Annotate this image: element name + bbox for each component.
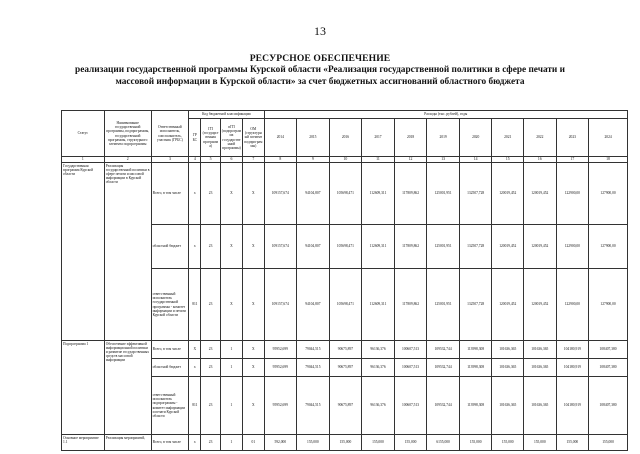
expense-value-cell: 125001,951 <box>427 269 460 341</box>
expense-value-cell: 101636,365 <box>492 359 524 377</box>
grbs-cell: Х <box>189 341 201 359</box>
column-number: 4 <box>189 157 201 163</box>
column-number: 2 <box>104 157 151 163</box>
expense-value-cell: 155,000 <box>394 435 427 451</box>
header-year: 2014 <box>264 119 297 157</box>
gp-cell: 23 <box>201 359 220 377</box>
osm-cell: Х <box>243 269 264 341</box>
executor-cell: ответственный исполнитель государственной программы - комитет информации и печати Курской области <box>151 269 189 341</box>
header-year: 2021 <box>492 119 524 157</box>
expense-value-cell: 122900,00 <box>556 269 589 341</box>
header-budget-class: Код бюджетной классификации <box>189 111 264 119</box>
expense-value-cell: 155,000 <box>362 435 395 451</box>
pgp-cell: Х <box>220 225 242 269</box>
expense-value-cell: 100607,513 <box>394 377 427 435</box>
column-number: 7 <box>243 157 264 163</box>
osm-cell: 01 <box>243 435 264 451</box>
expense-value-cell: 109532,744 <box>427 341 460 359</box>
expense-value-cell: 100607,513 <box>394 359 427 377</box>
document-title: РЕСУРСНОЕ ОБЕСПЕЧЕНИЕ <box>249 53 391 64</box>
column-number: 5 <box>201 157 220 163</box>
document-subtitle-line-2: массовой информации в Курской области» за счет бюджетных ассигнований областного бюджета <box>115 77 525 87</box>
expense-value-cell: 96136,376 <box>362 359 395 377</box>
resource-table <box>61 110 628 451</box>
expense-value-cell: 122900,00 <box>556 163 589 225</box>
executor-cell: областной бюджет <box>151 359 189 377</box>
osm-cell: Х <box>243 359 264 377</box>
expense-value-cell: 95952,699 <box>264 377 297 435</box>
expense-value-cell: 109157,674 <box>264 269 297 341</box>
osm-cell: Х <box>243 225 264 269</box>
expense-value-cell: 94104,807 <box>297 225 330 269</box>
expense-value-cell: 96136,376 <box>362 341 395 359</box>
expense-value-cell: 155,000 <box>329 435 362 451</box>
expense-value-cell: 117809,862 <box>394 163 427 225</box>
expense-value-cell: 109157,674 <box>264 163 297 225</box>
column-number: 18 <box>589 157 628 163</box>
gp-cell: 23 <box>201 341 220 359</box>
expense-value-cell: 117809,862 <box>394 269 427 341</box>
expense-value-cell: 112609,311 <box>362 269 395 341</box>
header-year: 2019 <box>427 119 460 157</box>
expense-value-cell: 120019,452 <box>492 269 524 341</box>
expense-value-cell: 125001,951 <box>427 225 460 269</box>
pgp-cell: 1 <box>220 359 242 377</box>
row-status-cell: Подпрограмма 1 <box>62 341 105 435</box>
expense-value-cell: 592,000 <box>264 435 297 451</box>
expense-value-cell: 105698,471 <box>329 269 362 341</box>
expense-value-cell: 90675,897 <box>329 341 362 359</box>
expense-value-cell: 112609,311 <box>362 225 395 269</box>
header-year: 2020 <box>459 119 492 157</box>
expense-value-cell: 125001,951 <box>427 163 460 225</box>
expense-value-cell: 79044,515 <box>297 341 330 359</box>
column-number: 3 <box>151 157 189 163</box>
expense-value-cell: 155,000 <box>459 435 492 451</box>
expense-value-cell: 132507,728 <box>459 163 492 225</box>
gp-cell: 23 <box>201 377 220 435</box>
column-number: 10 <box>329 157 362 163</box>
expense-value-cell: 117809,862 <box>394 225 427 269</box>
expense-value-cell: 79044,515 <box>297 359 330 377</box>
row-status-cell: Государственная программа Курской области <box>62 163 105 341</box>
expense-value-cell: 79044,515 <box>297 377 330 435</box>
expense-value-cell: 105698,471 <box>329 163 362 225</box>
expense-value-cell: 108407,380 <box>589 359 628 377</box>
expense-value-cell: 104180,919 <box>556 359 589 377</box>
expense-value-cell: 90675,897 <box>329 359 362 377</box>
expense-value-cell: 132507,728 <box>459 225 492 269</box>
column-number: 13 <box>427 157 460 163</box>
column-number: 6 <box>220 157 242 163</box>
expense-value-cell: 101636,365 <box>492 341 524 359</box>
executor-cell: ответственный исполнитель подпрограммы - комитет информации и печати Курской области <box>151 377 189 435</box>
header-year: 2017 <box>362 119 395 157</box>
header-year: 2022 <box>524 119 557 157</box>
expense-value-cell: 94104,807 <box>297 163 330 225</box>
gp-cell: 23 <box>201 163 220 225</box>
expense-value-cell: 109532,744 <box>427 377 460 435</box>
osm-cell: Х <box>243 163 264 225</box>
expense-value-cell: 109532,744 <box>427 359 460 377</box>
column-number: 12 <box>394 157 427 163</box>
row-status-cell: Основное мероприятие 1.1 <box>62 435 105 451</box>
expense-value-cell: 104180,919 <box>556 377 589 435</box>
header-year: 2024 <box>589 119 628 157</box>
expense-value-cell: 104180,919 <box>556 341 589 359</box>
expense-value-cell: 90675,897 <box>329 377 362 435</box>
document-subtitle-line-1: реализации государственной программы Курской области «Реализация государственной политики в сфере печати и <box>75 65 565 75</box>
row-name-cell: Реализация мероприятий, <box>104 435 151 451</box>
column-number: 9 <box>297 157 330 163</box>
expense-value-cell: 113998,308 <box>459 359 492 377</box>
expense-value-cell: 101636,365 <box>492 377 524 435</box>
pgp-cell: Х <box>220 163 242 225</box>
table-row <box>62 435 628 451</box>
expense-value-cell: 155,000 <box>589 435 628 451</box>
expense-value-cell: 127900,00 <box>589 225 628 269</box>
expense-value-cell: 120019,452 <box>524 225 557 269</box>
executor-cell: Всего, в том числе <box>151 341 189 359</box>
expense-value-cell: 101636,365 <box>524 359 557 377</box>
expense-value-cell: 6155,000 <box>427 435 460 451</box>
column-number: 11 <box>362 157 395 163</box>
column-number: 14 <box>459 157 492 163</box>
pgp-cell: 1 <box>220 341 242 359</box>
page-number: 13 <box>314 24 326 38</box>
expense-value-cell: 155,000 <box>556 435 589 451</box>
expense-value-cell: 120019,452 <box>524 163 557 225</box>
grbs-cell: х <box>189 163 201 225</box>
expense-value-cell: 120019,452 <box>524 269 557 341</box>
osm-cell: Х <box>243 341 264 359</box>
header-expenses: Расходы (тыс. рублей), годы <box>264 111 627 119</box>
column-number: 1 <box>62 157 105 163</box>
expense-value-cell: 122900,00 <box>556 225 589 269</box>
grbs-cell: 811 <box>189 269 201 341</box>
expense-value-cell: 113998,308 <box>459 341 492 359</box>
expense-value-cell: 109157,674 <box>264 225 297 269</box>
expense-value-cell: 120019,452 <box>492 163 524 225</box>
expense-value-cell: 100607,513 <box>394 341 427 359</box>
expense-value-cell: 101636,365 <box>524 377 557 435</box>
table-row <box>62 163 628 225</box>
expense-value-cell: 127900,00 <box>589 163 628 225</box>
executor-cell: областной бюджет <box>151 225 189 269</box>
header-year: 2018 <box>394 119 427 157</box>
expense-value-cell: 95952,699 <box>264 359 297 377</box>
expense-value-cell: 155,000 <box>524 435 557 451</box>
grbs-cell: х <box>189 435 201 451</box>
pgp-cell: Х <box>220 269 242 341</box>
row-name-cell: Обеспечение эффективной информационной политики и развитие государственных средств массовой информации <box>104 341 151 435</box>
header-executor: Ответственный исполнитель, соисполнитель, участник (ГРБС) <box>151 111 189 157</box>
expense-value-cell: 155,000 <box>297 435 330 451</box>
column-number: 8 <box>264 157 297 163</box>
column-number: 16 <box>524 157 557 163</box>
header-osm: ОМ (структурный элемент подпрограммы) <box>243 119 264 157</box>
executor-cell: Всего, в том числе <box>151 163 189 225</box>
row-name-cell: Реализация государственной политики в сфере печати и массовой информации в Курской области <box>104 163 151 341</box>
table-row <box>62 341 628 359</box>
header-year: 2016 <box>329 119 362 157</box>
header-year: 2015 <box>297 119 330 157</box>
executor-cell: Всего, в том числе <box>151 435 189 451</box>
expense-value-cell: 120019,452 <box>492 225 524 269</box>
gp-cell: 23 <box>201 435 220 451</box>
grbs-cell: х <box>189 359 201 377</box>
gp-cell: 23 <box>201 225 220 269</box>
expense-value-cell: 105698,471 <box>329 225 362 269</box>
header-status: Статус <box>62 111 105 157</box>
header-gp: ГП (государственная программа) <box>201 119 220 157</box>
header-pgp: пГП (подпрограмма государственной программы) <box>220 119 242 157</box>
expense-value-cell: 96136,376 <box>362 377 395 435</box>
header-name: Наименование государственной программы, подпрограммы, государственной программы, структурного элемента подпрограммы <box>104 111 151 157</box>
expense-value-cell: 113998,308 <box>459 377 492 435</box>
header-grbs: ГР БС <box>189 119 201 157</box>
expense-value-cell: 94104,807 <box>297 269 330 341</box>
expense-value-cell: 127900,00 <box>589 269 628 341</box>
header-year: 2023 <box>556 119 589 157</box>
pgp-cell: 1 <box>220 435 242 451</box>
osm-cell: Х <box>243 377 264 435</box>
gp-cell: 23 <box>201 269 220 341</box>
expense-value-cell: 108407,380 <box>589 377 628 435</box>
expense-value-cell: 155,000 <box>492 435 524 451</box>
column-number: 15 <box>492 157 524 163</box>
pgp-cell: 1 <box>220 377 242 435</box>
column-number: 17 <box>556 157 589 163</box>
expense-value-cell: 95952,699 <box>264 341 297 359</box>
expense-value-cell: 112609,311 <box>362 163 395 225</box>
grbs-cell: 811 <box>189 377 201 435</box>
expense-value-cell: 108407,380 <box>589 341 628 359</box>
expense-value-cell: 132507,728 <box>459 269 492 341</box>
expense-value-cell: 101636,365 <box>524 341 557 359</box>
grbs-cell: х <box>189 225 201 269</box>
